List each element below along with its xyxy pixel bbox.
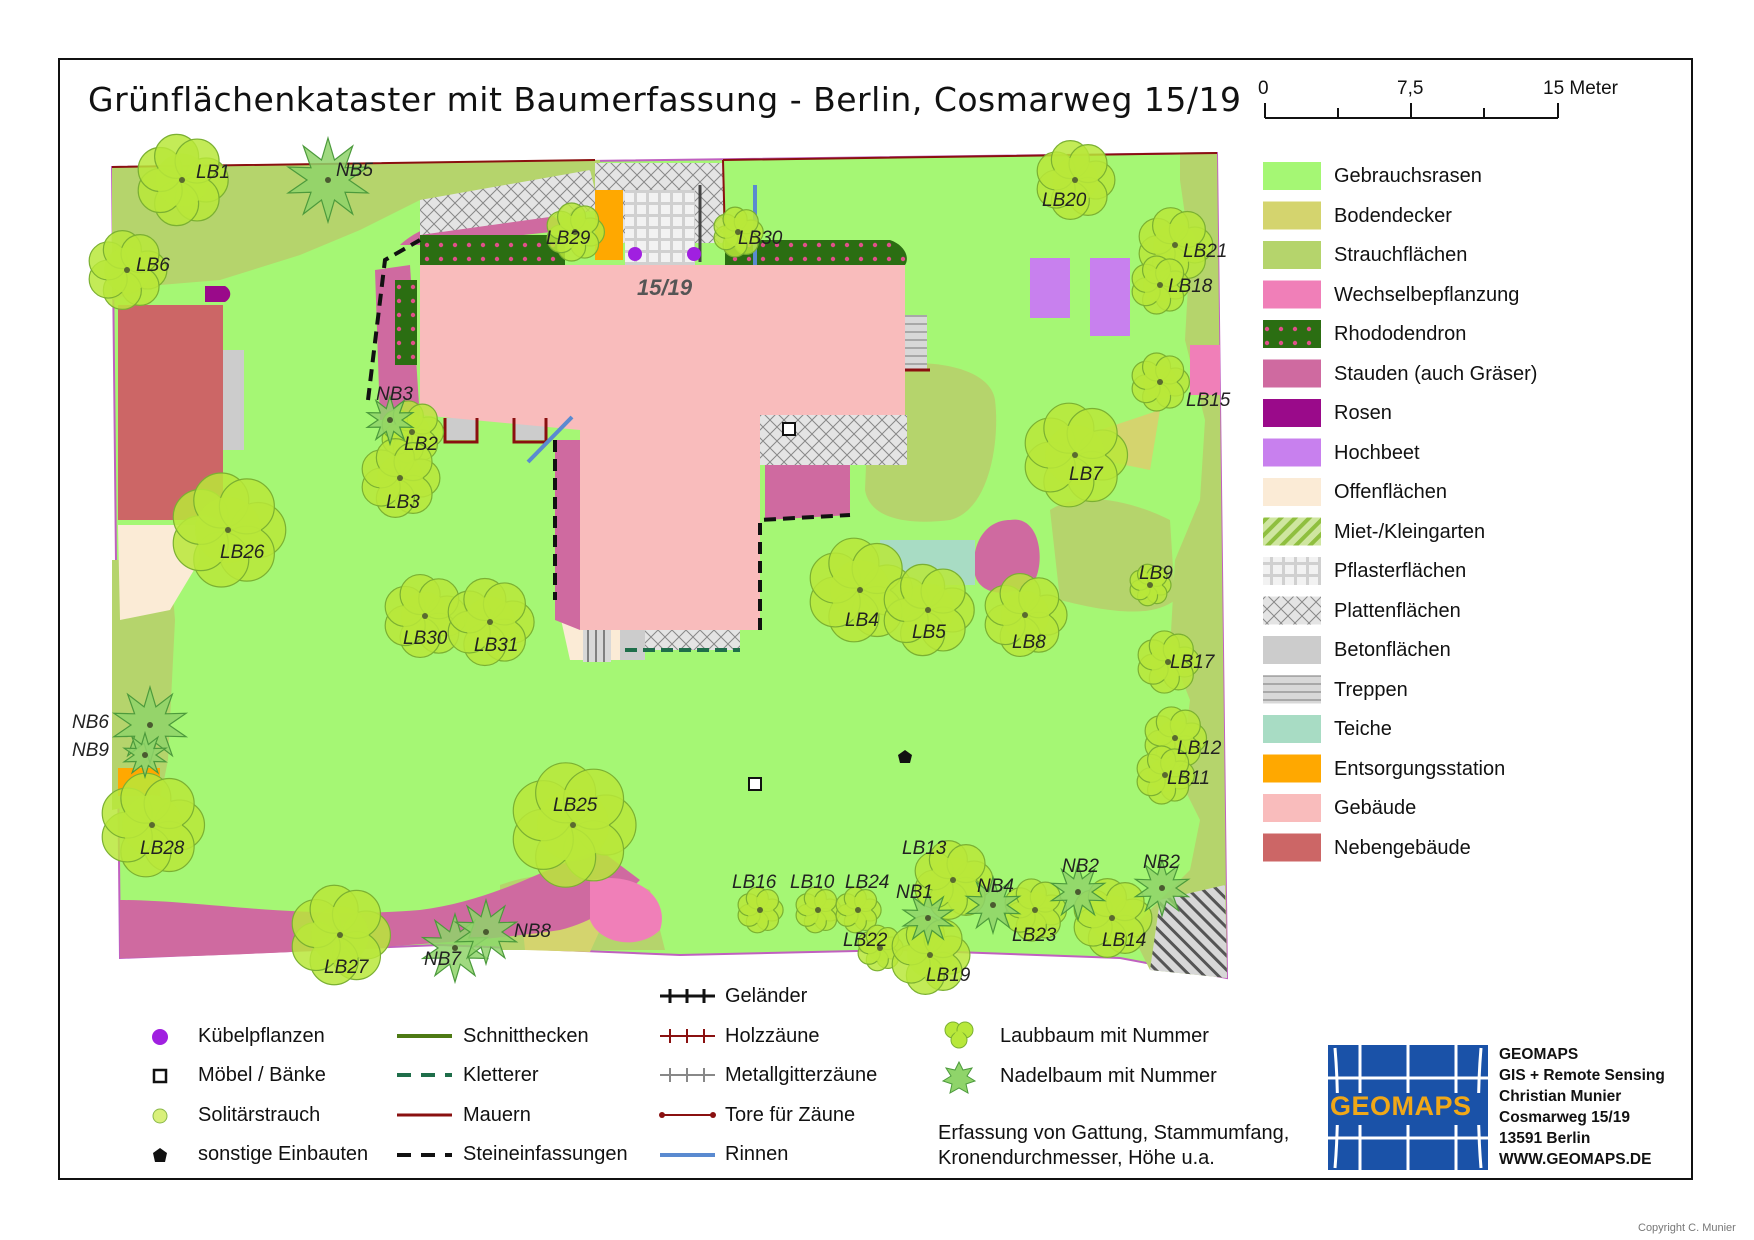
legend-label-4: Rhododendron	[1334, 323, 1467, 345]
legend-label-9: Miet-/Kleingarten	[1334, 520, 1486, 543]
legend-label-11: Plattenflächen	[1334, 599, 1461, 622]
legend-deciduous: Laubbaum mit Nummer	[1000, 1025, 1209, 1047]
tree-label-nb8: NB8	[514, 921, 551, 942]
rhododendron-left	[395, 280, 417, 365]
tree-label-lb11: LB11	[1167, 768, 1210, 789]
tree-label-lb6: LB6	[136, 255, 170, 276]
stairs-south	[583, 630, 611, 662]
map-title: Grünflächenkataster mit Baumerfassung - Berlin, Cosmarweg 15/19	[88, 80, 1242, 119]
tree-label-lb28: LB28	[140, 838, 185, 859]
tree-label-lb15: LB15	[1186, 390, 1231, 411]
tree-label-nb9: NB9	[72, 740, 109, 761]
legend-label-15: Entsorgungsstation	[1334, 757, 1506, 780]
tree-trunk-NB9	[142, 752, 148, 758]
legend-label-17: Nebengebäude	[1334, 836, 1471, 859]
tree-label-lb17: LB17	[1170, 652, 1215, 673]
area-legend-swatches	[1263, 162, 1321, 862]
legend-climbers: Kletterer	[463, 1064, 539, 1086]
legend-benches: Möbel / Bänke	[198, 1064, 326, 1086]
legend-conifer-symbol	[943, 1062, 975, 1093]
company-line-1: GEOMAPS	[1499, 1046, 1579, 1063]
tree-symbol-LB16	[738, 887, 783, 933]
tree-label-lb26: LB26	[220, 542, 265, 563]
wechsel-right	[1190, 345, 1220, 395]
legend-label-10: Pflasterflächen	[1334, 560, 1467, 582]
plates-east	[757, 415, 907, 465]
tree-label-nb2a: NB2	[1062, 856, 1099, 877]
concrete-south	[620, 630, 645, 660]
stairs-east	[905, 315, 927, 370]
note-line-2: Kronendurchmesser, Höhe u.a.	[938, 1147, 1215, 1169]
legend-swatch-3	[1263, 281, 1321, 309]
tree-trunk-NB5	[325, 177, 331, 183]
legend-installations: sonstige Einbauten	[198, 1143, 369, 1165]
tree-label-lb13: LB13	[902, 838, 947, 859]
raised-bed-1	[1030, 258, 1070, 318]
tree-trunk-NB4	[990, 902, 996, 908]
legend-swatch-5	[1263, 360, 1321, 388]
bench-1	[783, 423, 795, 435]
tree-label-lb19: LB19	[926, 965, 971, 986]
legend-swatch-11	[1263, 597, 1321, 625]
legend-railing-line	[660, 989, 715, 1003]
legend-swatch-15	[1263, 755, 1321, 783]
copyright: Copyright C. Munier	[1638, 1222, 1736, 1234]
bench-2	[749, 778, 761, 790]
tree-label-lb21: LB21	[1183, 241, 1228, 262]
tree-label-lb7: LB7	[1069, 464, 1103, 485]
scale-label-0: 0	[1258, 78, 1269, 99]
legend-pot-plants: Kübelpflanzen	[198, 1025, 325, 1047]
tree-label-nb7: NB7	[424, 949, 461, 970]
tree-trunk-NB3	[387, 417, 393, 423]
tree-label-lb14: LB14	[1102, 930, 1147, 951]
legend-swatch-14	[1263, 715, 1321, 743]
legend-swatch-16	[1263, 794, 1321, 822]
legend-hedges: Schnitthecken	[463, 1025, 589, 1047]
legend-wood-fence-line	[660, 1029, 715, 1043]
company-line-4: Cosmarweg 15/19	[1499, 1109, 1630, 1126]
tree-label-lb29: LB29	[546, 228, 591, 249]
tree-label-nb4: NB4	[977, 876, 1014, 897]
logo-text: GEOMAPS	[1330, 1091, 1472, 1121]
legend-label-5: Stauden (auch Gräser)	[1334, 362, 1538, 385]
tree-trunk-NB6	[147, 722, 153, 728]
company-line-2: GIS + Remote Sensing	[1499, 1067, 1665, 1084]
legend-swatch-2	[1263, 241, 1321, 269]
pot-plant-2	[687, 247, 701, 261]
tree-label-lb25: LB25	[553, 795, 598, 816]
tree-label-lb20: LB20	[1042, 190, 1087, 211]
scale-bar	[1265, 103, 1558, 118]
legend-swatch-13	[1263, 676, 1321, 704]
legend-swatch-8	[1263, 478, 1321, 506]
legend-metal-fence: Metallgitterzäune	[725, 1064, 878, 1086]
legend-label-0: Gebrauchsrasen	[1334, 165, 1482, 187]
legend-swatch-17	[1263, 834, 1321, 862]
legend-swatch-10	[1263, 557, 1321, 585]
legend-metal-fence-line	[660, 1068, 715, 1082]
concrete-shed	[222, 350, 244, 450]
tree-label-lb4: LB4	[845, 610, 879, 631]
legend-bench-symbol	[154, 1070, 166, 1082]
company-line-5: 13591 Berlin	[1499, 1130, 1591, 1147]
scale-label-max: 15 Meter	[1543, 78, 1618, 99]
tree-label-lb18: LB18	[1168, 276, 1213, 297]
legend-shrub: Solitärstrauch	[198, 1104, 321, 1126]
tree-label-lb24: LB24	[845, 872, 890, 893]
legend-installation-symbol	[153, 1148, 167, 1162]
legend-gates: Tore für Zäune	[725, 1104, 856, 1126]
legend-wood-fence: Holzzäune	[725, 1025, 820, 1047]
company-line-6: WWW.GEOMAPS.DE	[1499, 1151, 1652, 1168]
scale-label-mid: 7,5	[1397, 78, 1424, 99]
tree-label-nb3: NB3	[376, 384, 413, 405]
legend-swatch-6	[1263, 399, 1321, 427]
legend-conifer: Nadelbaum mit Nummer	[1000, 1065, 1217, 1087]
legend-label-12: Betonflächen	[1334, 639, 1451, 661]
legend-walls: Mauern	[463, 1104, 531, 1126]
tree-label-lb10: LB10	[790, 872, 835, 893]
tree-label-lb27: LB27	[324, 957, 369, 978]
legend-swatch-0	[1263, 162, 1321, 190]
tree-label-lb22: LB22	[843, 930, 888, 951]
note-line-1: Erfassung von Gattung, Stammumfang,	[938, 1122, 1290, 1144]
legend-stone-edging: Steineinfassungen	[463, 1143, 628, 1165]
tree-label-lb30a: LB30	[403, 628, 448, 649]
tree-symbol-LB10	[796, 887, 841, 933]
company-line-3: Christian Munier	[1499, 1088, 1622, 1105]
house-number: 15/19	[637, 275, 693, 300]
legend-label-14: Teiche	[1334, 718, 1392, 740]
tree-label-nb2b: NB2	[1143, 852, 1180, 873]
tree-label-nb6: NB6	[72, 712, 109, 733]
legend-label-6: Rosen	[1334, 402, 1392, 424]
legend-label-16: Gebäude	[1334, 797, 1417, 819]
tree-trunk-NB8	[483, 929, 489, 935]
pot-plant-1	[628, 247, 642, 261]
raised-bed-2	[1090, 258, 1130, 336]
legend-swatch-12	[1263, 636, 1321, 664]
legend-label-3: Wechselbepflanzung	[1334, 283, 1520, 306]
legend-label-2: Strauchflächen	[1334, 244, 1468, 266]
tree-label-lb2: LB2	[404, 434, 438, 455]
legend-shrub-symbol	[153, 1109, 167, 1123]
legend-deciduous-symbol	[945, 1022, 973, 1048]
tree-label-lb3: LB3	[386, 492, 420, 513]
legend-railing: Geländer	[725, 985, 808, 1007]
tree-label-lb1: LB1	[196, 162, 230, 183]
legend-swatch-1	[1263, 202, 1321, 230]
perennials-house-west	[555, 440, 580, 630]
tree-label-lb5: LB5	[912, 622, 946, 643]
tree-trunk-NB1	[925, 915, 931, 921]
tree-label-lb8: LB8	[1012, 632, 1046, 653]
tree-trunk-NB2a	[1075, 889, 1081, 895]
tree-label-nb1: NB1	[896, 882, 933, 903]
roses	[205, 286, 230, 302]
tree-label-lb23: LB23	[1012, 925, 1057, 946]
perennials-east	[765, 465, 850, 520]
legend-swatch-9	[1263, 518, 1321, 546]
tree-label-nb5: NB5	[336, 160, 373, 181]
legend-gate-line	[659, 1112, 716, 1118]
tree-label-lb31: LB31	[474, 635, 519, 656]
concrete-1	[445, 418, 477, 440]
legend-label-1: Bodendecker	[1334, 204, 1452, 227]
tree-label-lb9: LB9	[1139, 563, 1173, 584]
legend-label-7: Hochbeet	[1334, 441, 1420, 464]
tree-label-lb30b: LB30	[738, 228, 783, 249]
legend-label-8: Offenflächen	[1334, 481, 1448, 503]
legend-swatch-7	[1263, 439, 1321, 467]
legend-swatch-4	[1263, 320, 1321, 348]
tree-trunk-NB2b	[1159, 885, 1165, 891]
legend-pot-plant-symbol	[152, 1029, 168, 1045]
legend-label-13: Treppen	[1334, 678, 1408, 701]
legend-gutters: Rinnen	[725, 1143, 789, 1165]
tree-label-lb16: LB16	[732, 872, 777, 893]
tree-label-lb12: LB12	[1177, 738, 1222, 759]
